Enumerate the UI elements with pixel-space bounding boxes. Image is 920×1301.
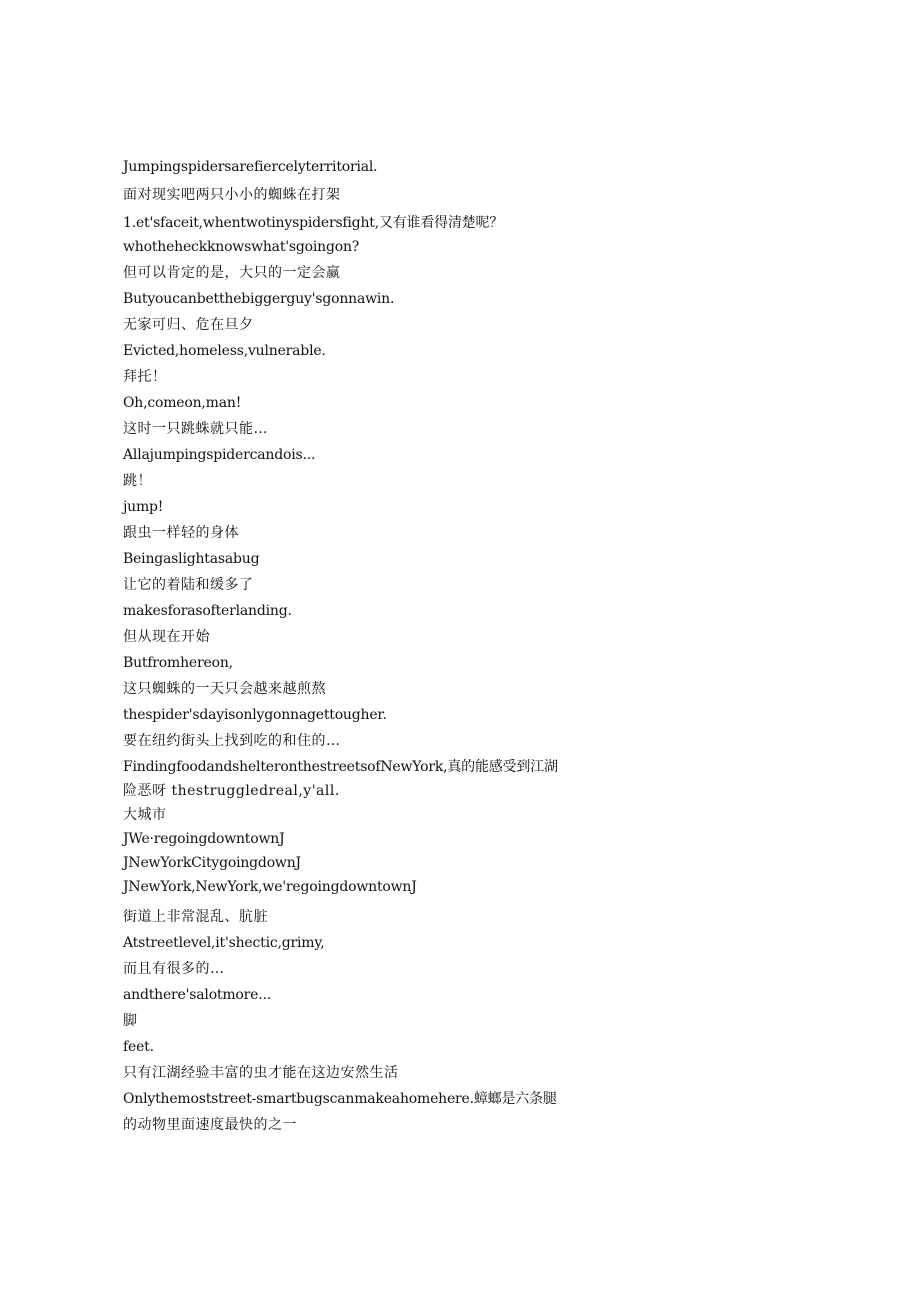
english-subtitle-line: andthere'salotmore... [123,987,271,1003]
english-subtitle-line: jump! [123,499,164,515]
english-subtitle-line: Butyoucanbetthebiggerguy'sgonnawin. [123,291,395,307]
english-subtitle-line: FindingfoodandshelteronthestreetsofNewYork,真的能感受到江湖 [123,759,558,775]
english-subtitle-line: JWe·regoingdowntownJ [123,831,285,847]
chinese-subtitle-line: 要在纽约街头上找到吃的和住的… [123,733,341,749]
chinese-subtitle-line: 这只蜘蛛的一天只会越来越煎熬 [123,681,326,697]
english-subtitle-line: Beingaslightasabug [123,551,260,567]
english-subtitle-line: makesforasofterlanding. [123,603,292,619]
chinese-subtitle-line: 让它的着陆和缓多了 [123,577,254,593]
english-subtitle-line: thespider'sdayisonlygonnagettougher. [123,707,387,723]
chinese-subtitle-line: 跟虫一样轻的身体 [123,525,239,541]
chinese-subtitle-line: 面对现实吧两只小小的蜘蛛在打架 [123,187,341,203]
english-subtitle-line: Allajumpingspidercandois... [123,447,316,463]
english-subtitle-line: whotheheckknowswhat'sgoingon? [123,239,360,255]
chinese-subtitle-line: 街道上非常混乱、肮脏 [123,909,268,925]
chinese-subtitle-line: 脚 [123,1013,138,1029]
chinese-subtitle-line: 的动物里面速度最快的之一 [123,1117,297,1133]
chinese-subtitle-line: 而且有很多的… [123,961,225,977]
english-subtitle-line: 1.et'sfaceit,whentwotinyspidersfight,又有谁看得清楚呢？ [123,215,504,231]
chinese-subtitle-line: 无家可归、危在旦夕 [123,317,254,333]
chinese-subtitle-line: 跳！ [123,473,152,489]
english-subtitle-line: Oh,comeon,man! [123,395,242,411]
chinese-subtitle-line: 但可以肯定的是，大只的一定会赢 [123,265,341,281]
english-subtitle-line: feet. [123,1039,154,1055]
english-subtitle-line: Atstreetlevel,it'shectic,grimy, [123,935,325,951]
chinese-subtitle-line: 险恶呀 thestruggledreal,y'all. [123,783,340,799]
english-subtitle-line: Jumpingspidersarefiercelyterritorial. [123,159,378,175]
chinese-subtitle-line: 拜托！ [123,369,167,385]
chinese-subtitle-line: 大城市 [123,807,167,823]
english-subtitle-line: JNewYork,NewYork,we'regoingdowntownJ [123,879,417,895]
chinese-subtitle-line: 只有江湖经验丰富的虫才能在这边安然生活 [123,1065,399,1081]
english-subtitle-line: Onlythemoststreet-smartbugscanmakeahomehere.蟑螂是六条腿 [123,1091,557,1107]
chinese-subtitle-line: 但从现在开始 [123,629,210,645]
english-subtitle-line: Butfromhereon, [123,655,233,671]
english-subtitle-line: Evicted,homeless,vulnerable. [123,343,326,359]
chinese-subtitle-line: 这时一只跳蛛就只能… [123,421,268,437]
english-subtitle-line: JNewYorkCitygoingdownJ [123,855,301,871]
